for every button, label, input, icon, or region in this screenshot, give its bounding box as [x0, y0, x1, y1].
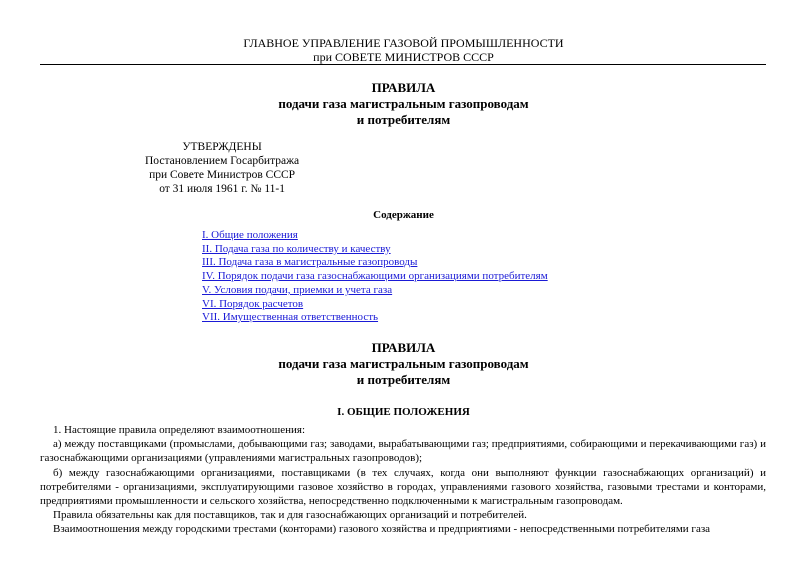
title-repeat-line-2: подачи газа магистральным газопроводам	[278, 356, 529, 371]
toc-item	[202, 256, 548, 270]
toc-item	[202, 284, 548, 298]
title-line-3: и потребителям	[356, 112, 451, 127]
header-line-2: при СОВЕТЕ МИНИСТРОВ СССР	[313, 50, 494, 64]
title-repeat-line-3: и потребителям	[356, 372, 451, 387]
approval-line-3: при Совете Министров СССР	[149, 169, 296, 181]
title-line-1: ПРАВИЛА	[371, 80, 436, 95]
toc-item	[202, 311, 548, 325]
section-heading: I. ОБЩИЕ ПОЛОЖЕНИЯ	[337, 406, 470, 418]
toc-link-6[interactable]: VI. Порядок расчетов	[202, 297, 304, 310]
toc-link-5[interactable]: V. Условия подачи, приемки и учета газа	[202, 283, 393, 296]
document-title	[0, 80, 807, 128]
body-paragraph-4: Правила обязательны как для поставщиков, так и для газоснабжающих организаций и потребителей.	[53, 509, 527, 522]
section-body	[40, 423, 766, 537]
toc-link-2[interactable]: II. Подача газа по количеству и качеству	[202, 242, 391, 255]
toc-link-4[interactable]: IV. Порядок подачи газа газоснабжающими организациями потребителям	[202, 270, 548, 283]
header-divider	[40, 64, 766, 65]
approval-line-4: от 31 июля 1961 г. № 11-1	[159, 183, 285, 195]
title-line-2: подачи газа магистральным газопроводам	[278, 96, 529, 111]
approval-block	[145, 140, 299, 196]
toc-item	[202, 270, 548, 284]
toc-link-3[interactable]: III. Подача газа в магистральные газопроводы	[202, 256, 418, 269]
body-paragraph-1: 1. Настоящие правила определяют взаимоотношения:	[53, 424, 306, 436]
table-of-contents	[202, 229, 548, 325]
title-repeat-line-1: ПРАВИЛА	[371, 340, 436, 355]
document-header	[0, 36, 807, 64]
toc-item	[202, 243, 548, 257]
toc-item	[202, 298, 548, 312]
approval-line-2: Постановлением Госарбитража	[145, 155, 300, 167]
approval-line-1: УТВЕРЖДЕНЫ	[182, 141, 262, 153]
body-paragraph-5: Взаимоотношения между городскими трестами (конторами) газового хозяйства и предприятиями - непосредственными потребителями газа	[53, 523, 711, 536]
body-paragraph-2: а) между поставщиками (промыслами, добывающими газ; заводами, вырабатывающими газ; предприятиями, собирающими и перекачивающими газ) и газоснабжающими организациями (управлениями магистральных газопроводов);	[40, 438, 766, 465]
toc-link-1[interactable]: I. Общие положения	[202, 229, 298, 241]
body-paragraph-3: б) между газоснабжающими организациями, поставщиками (в тех случаях, когда они выполняют функции газоснабжающих организаций) и потребителями - организациями, эксплуатирующими газовое хозяйство в городах, управлениями газового хозяйства, газовыми трестами и конторами, предприятиями промышленности и сельского хозяйства, непосредственно подключенными к магистральным газопроводам.	[40, 466, 766, 508]
toc-heading: Содержание	[373, 209, 434, 221]
document-title-repeat	[0, 340, 807, 388]
toc-link-7[interactable]: VII. Имущественная ответственность	[202, 311, 379, 324]
toc-item	[202, 229, 548, 243]
header-line-1: ГЛАВНОЕ УПРАВЛЕНИЕ ГАЗОВОЙ ПРОМЫШЛЕННОСТИ	[243, 36, 564, 50]
